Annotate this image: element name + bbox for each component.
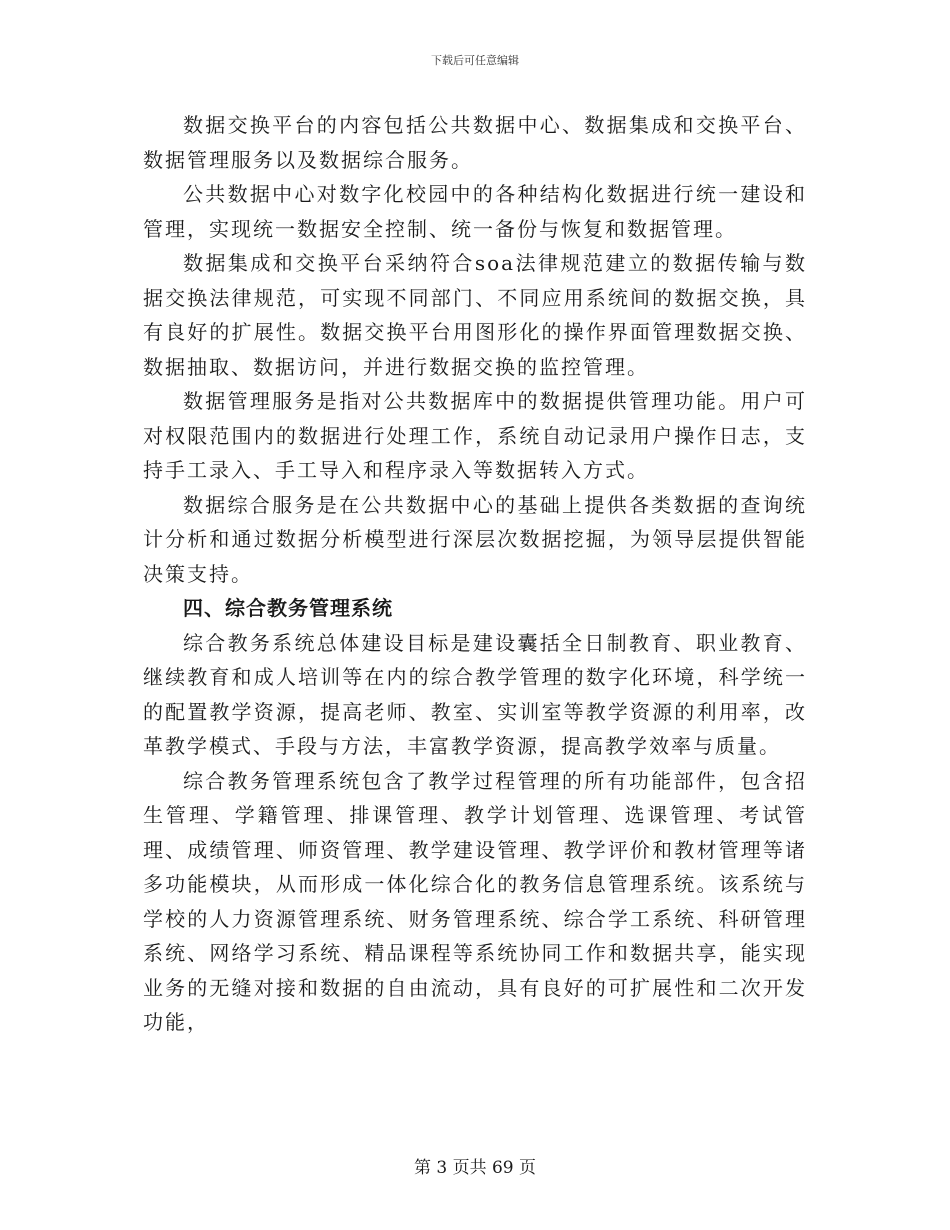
paragraph-data-management-service: 数据管理服务是指对公共数据库中的数据提供管理功能。用户可对权限范围内的数据进行处理工作，系统自动记录用户操作日志，支持手工录入、手工导入和程序录入等数据转入方式。	[143, 389, 807, 482]
paragraph-data-comprehensive-service: 数据综合服务是在公共数据中心的基础上提供各类数据的查询统计分析和通过数据分析模型进行深层次数据挖掘，为领导层提供智能决策支持。	[143, 492, 807, 586]
page-header-note: 下载后可任意编辑	[431, 54, 519, 67]
paragraph-data-integration: 数据集成和交换平台采纳符合soa法律规范建立的数据传输与数据交换法律规范，可实现不同部门、不同应用系统间的数据交换，具有良好的扩展性。数据交换平台用图形化的操作界面管理数据交换、数据抽取、数据访问，并进行数据交换的监控管理。	[143, 251, 807, 379]
document-body	[143, 108, 807, 1040]
paragraph-public-data-center: 公共数据中心对数字化校园中的各种结构化数据进行统一建设和管理，实现统一数据安全控制、统一备份与恢复和数据管理。	[143, 182, 807, 241]
page-number-footer: 第 3 页共 69 页	[413, 1158, 537, 1178]
paragraph-academic-system-modules: 综合教务管理系统包含了教学过程管理的所有功能部件，包含招生管理、学籍管理、排课管理、教学计划管理、选课管理、考试管理、成绩管理、师资管理、教学建设管理、教学评价和教材管理等诸多功能模块，从而形成一体化综合化的教务信息管理系统。该系统与学校的人力资源管理系统、财务管理系统、综合学工系统、科研管理系统、网络学习系统、精品课程等系统协同工作和数据共享，能实现业务的无缝对接和数据的自由流动，具有良好的可扩展性和二次开发功能，	[143, 768, 807, 1034]
paragraph-data-exchange-overview: 数据交换平台的内容包括公共数据中心、数据集成和交换平台、数据管理服务以及数据综合服务。	[143, 113, 807, 172]
paragraph-academic-system-goal: 综合教务系统总体建设目标是建设囊括全日制教育、职业教育、继续教育和成人培训等在内的综合教学管理的数字化环境，科学统一的配置教学资源，提高老师、教室、实训室等教学资源的利用率，改革教学模式、手段与方法，丰富教学资源，提高教学效率与质量。	[143, 630, 807, 758]
section-heading: 四、综合教务管理系统	[183, 596, 393, 620]
